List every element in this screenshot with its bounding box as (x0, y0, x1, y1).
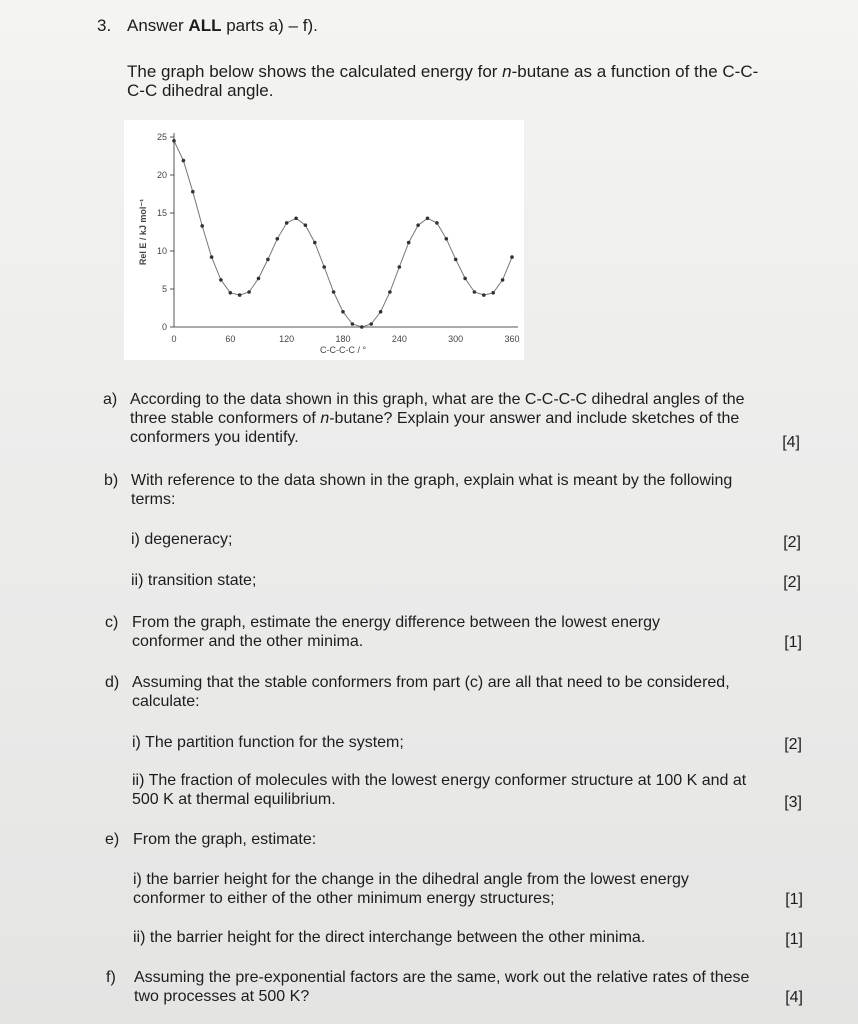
part-c-text: From the graph, estimate the energy difference between the lowest energy conformer and the other minima. (132, 614, 661, 650)
part-b-label: b) (104, 472, 119, 489)
part-a-text (130, 390, 760, 447)
intro-pre: The graph below shows the calculated energy for (127, 62, 503, 81)
x-tick-label: 240 (391, 334, 407, 344)
data-point (510, 255, 514, 259)
data-point (210, 255, 214, 259)
data-point (313, 241, 317, 245)
x-tick-label: 360 (504, 334, 520, 344)
data-point (445, 237, 449, 241)
part-a-marks: [4] (782, 434, 800, 451)
y-tick-label: 5 (161, 284, 167, 294)
data-point (266, 258, 270, 262)
part-e-text: From the graph, estimate: (133, 831, 317, 848)
part-e-i-marks: [1] (785, 891, 803, 908)
data-point (257, 277, 261, 281)
part-a-text-post: -butane? Explain your answer and include sketches of the conformers you identify. (130, 410, 740, 446)
part-f-text: Assuming the pre-exponential factors are the same, work out the relative rates of these two processes at 500 K? (134, 969, 750, 1005)
part-d-text: Assuming that the stable conformers from part (c) are all that need to be considered, calculate: (132, 674, 730, 710)
data-point (247, 290, 251, 294)
heading-pre: Answer (127, 16, 189, 35)
intro-post: -butane as a function of the C-C-C-C dihedral angle. (127, 62, 759, 100)
data-point (276, 237, 280, 241)
part-f-marks: [4] (785, 989, 803, 1006)
part-e-label: e) (105, 831, 120, 848)
data-point (294, 217, 298, 221)
data-point (426, 217, 430, 221)
data-point (407, 241, 411, 245)
data-point (360, 325, 364, 329)
part-b-ii-marks: [2] (783, 574, 801, 591)
data-point (351, 322, 355, 326)
intro-italic: n (502, 62, 512, 81)
data-point (369, 322, 373, 326)
y-axis-label: Rel E / kJ mol⁻¹ (138, 198, 148, 266)
data-point (191, 190, 195, 194)
part-b-i-text: i) degeneracy; (131, 531, 233, 548)
data-point (182, 159, 186, 163)
heading-post: parts a) – f). (221, 16, 318, 35)
data-point (379, 310, 383, 314)
x-tick-label: 120 (279, 334, 295, 344)
part-b-ii-text: ii) transition state; (131, 572, 257, 589)
data-point (491, 291, 495, 295)
data-point (200, 224, 204, 228)
x-axis-label: C-C-C-C / ° (319, 345, 367, 355)
part-b-text: With reference to the data shown in the graph, explain what is meant by the following terms: (131, 472, 733, 508)
heading-bold: ALL (188, 16, 222, 35)
data-point (304, 223, 308, 227)
data-point (388, 290, 392, 294)
data-point (322, 265, 326, 269)
x-tick-label: 0 (171, 334, 177, 344)
y-tick-label: 15 (156, 208, 167, 218)
data-point (435, 221, 439, 225)
y-tick-label: 20 (156, 170, 167, 180)
data-point (172, 139, 176, 143)
part-c-marks: [1] (784, 634, 802, 651)
y-tick-label: 25 (156, 132, 167, 142)
part-a-label: a) (103, 391, 118, 408)
part-d-i-text: i) The partition function for the system; (132, 734, 404, 751)
data-point (238, 293, 242, 297)
x-tick-label: 180 (335, 334, 351, 344)
part-c-label: c) (105, 614, 119, 631)
energy-chart-svg (124, 120, 524, 360)
energy-graph (124, 120, 524, 360)
x-tick-label: 60 (225, 334, 236, 344)
part-d-label: d) (105, 674, 120, 691)
data-point (332, 290, 336, 294)
question-intro (127, 62, 767, 100)
data-point (219, 278, 223, 282)
energy-curve (174, 141, 512, 327)
part-a-italic: n (320, 410, 330, 427)
part-a-text-pre: According to the data shown in this graph, what are the C-C-C-C dihedral angles of the three stable conformers of (130, 391, 745, 427)
data-point (229, 291, 233, 295)
x-tick-label: 300 (448, 334, 464, 344)
part-d-ii-text: ii) The fraction of molecules with the lowest energy conformer structure at 100 K and at 500 K at thermal equilibrium. (132, 772, 747, 808)
y-tick-label: 0 (161, 322, 167, 332)
data-point (482, 293, 486, 297)
part-e-ii-marks: [1] (785, 931, 803, 948)
data-point (463, 277, 467, 281)
data-point (454, 258, 458, 262)
question-number: 3. (97, 16, 112, 35)
part-e-ii-text: ii) the barrier height for the direct interchange between the other minima. (133, 929, 646, 946)
part-e-i-text: i) the barrier height for the change in the dihedral angle from the lowest energy conformer to either of the other minimum energy structures; (133, 871, 689, 907)
y-tick-label: 10 (156, 246, 167, 256)
data-point (473, 290, 477, 294)
data-point (501, 278, 505, 282)
part-d-i-marks: [2] (784, 736, 802, 753)
data-point (285, 221, 289, 225)
part-b-i-marks: [2] (783, 534, 801, 551)
data-point (341, 310, 345, 314)
part-f-label: f) (106, 969, 116, 986)
question-heading (127, 16, 318, 36)
part-d-ii-marks: [3] (784, 794, 802, 811)
data-point (416, 223, 420, 227)
data-point (398, 265, 402, 269)
